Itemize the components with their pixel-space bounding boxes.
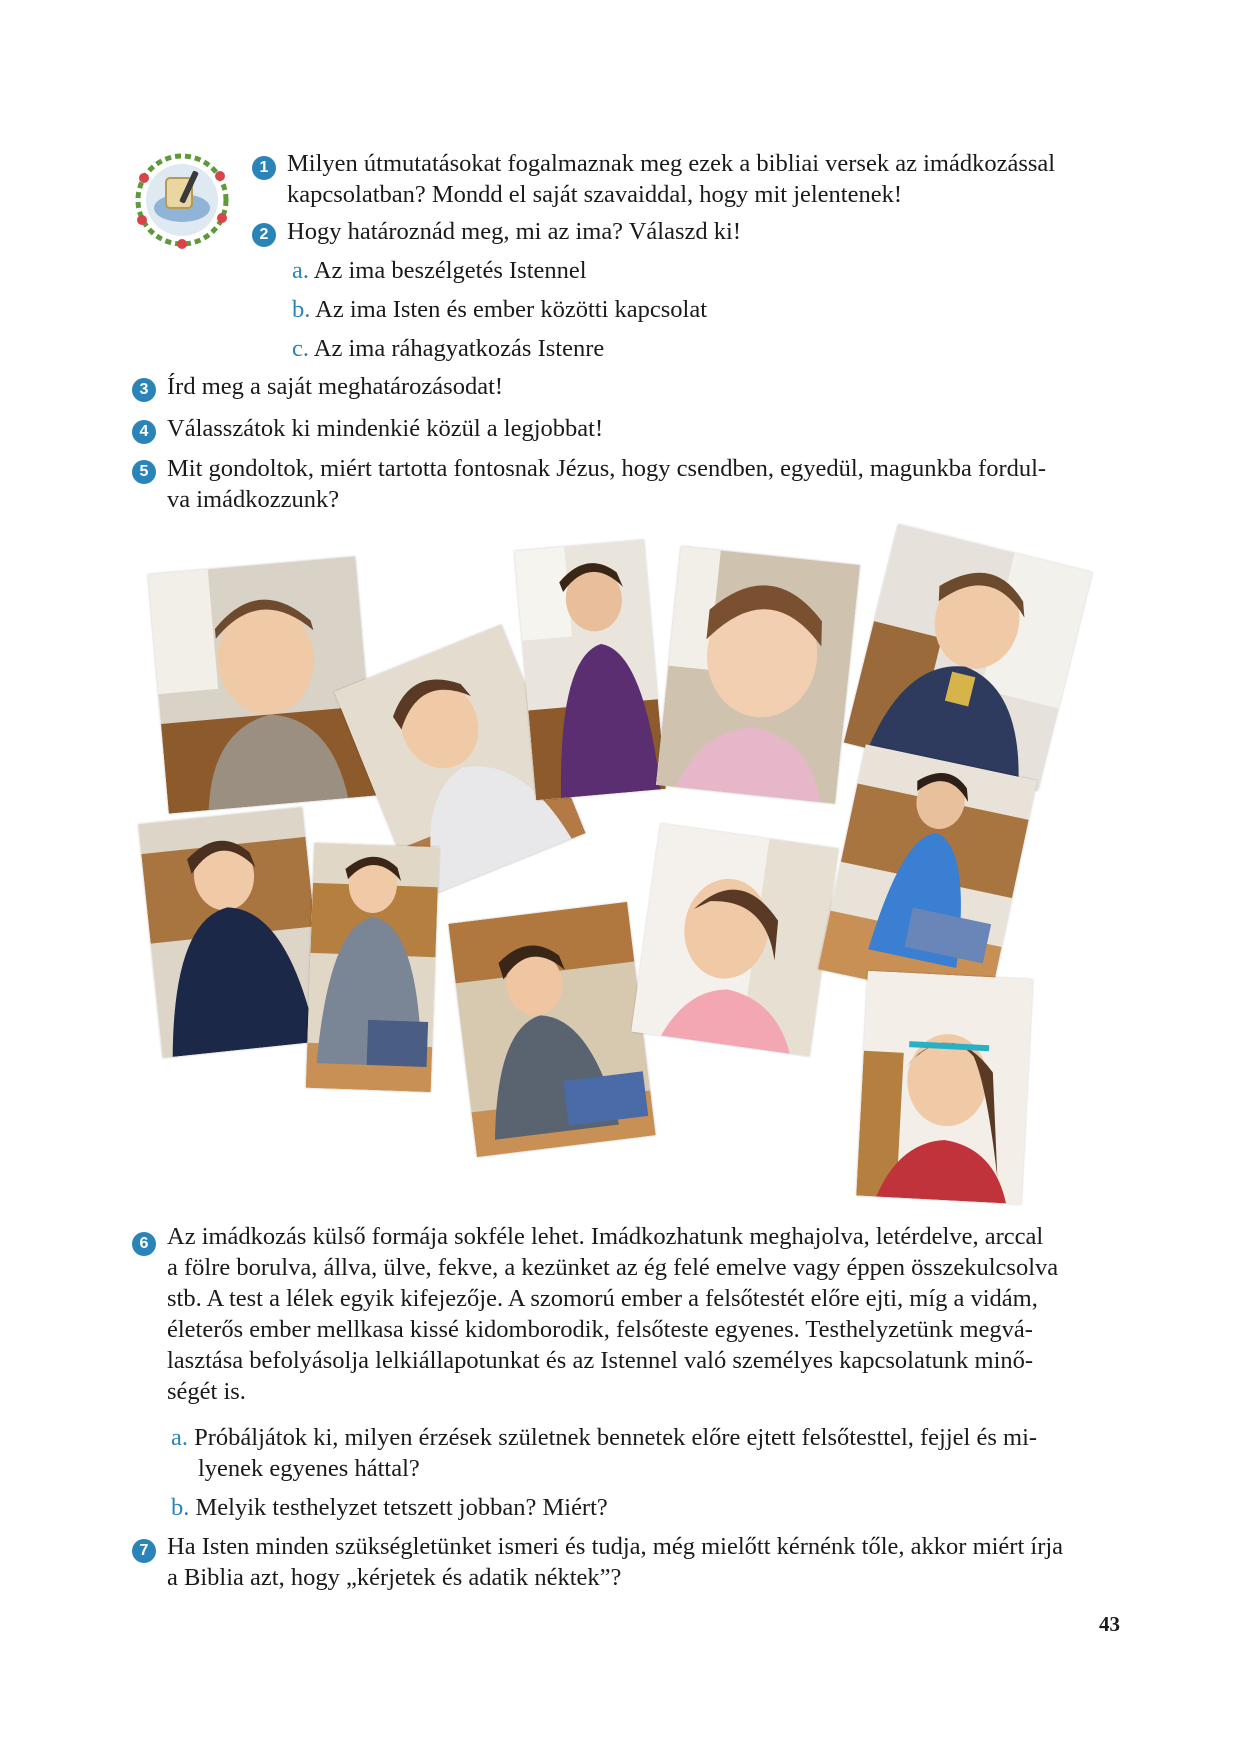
question-5-line-2: va imádkozzunk? — [167, 486, 340, 513]
option-letter: a. — [171, 1424, 188, 1451]
photo-girl-praying-9 — [631, 823, 838, 1056]
question-6-option-a — [171, 1422, 1120, 1453]
option-text: Melyik testhelyzet tetszett jobban? Miért? — [195, 1494, 608, 1521]
photo-girl-praying-6 — [138, 807, 327, 1058]
question-3-text: Írd meg a saját meghatározásodat! — [167, 373, 504, 400]
question-6-option-b — [171, 1492, 608, 1523]
question-number-2: 2 — [252, 223, 276, 247]
question-6-line: lasztása befolyásolja lelkiállapotunkat és az Istennel való személyes kapcsolatunk minő- — [167, 1347, 1034, 1374]
question-1-line-2: kapcsolatban? Mondd el saját szavaiddal, hogy mit jelentenek! — [287, 181, 903, 208]
option-letter: a. — [292, 257, 309, 284]
option-text: Az ima Isten és ember közötti kapcsolat — [315, 296, 708, 323]
question-1-line-1: Milyen útmutatásokat fogalmaznak meg ezek a bibliai versek az imádkozással — [287, 150, 1056, 177]
option-text: lyenek egyenes háttal? — [198, 1455, 420, 1482]
question-6-line: stb. A test a lélek egyik kifejezője. A szomorú ember a felsőtestét előre ejti, míg a vidám, — [167, 1285, 1038, 1312]
question-6-line: a fölre borulva, állva, ülve, fekve, a kezünket az ég felé emelve vagy éppen összekulcsolva — [167, 1254, 1059, 1281]
question-6-option-a-cont — [198, 1453, 420, 1484]
question-7-line-1: Ha Isten minden szükségletünket ismeri és tudja, még mielőtt kérnénk tőle, akkor miért írja — [167, 1533, 1064, 1560]
option-letter: b. — [171, 1494, 190, 1521]
option-letter: b. — [292, 296, 311, 323]
page-number: 43 — [1099, 1612, 1120, 1636]
question-6-line: Az imádkozás külső formája sokféle lehet. Imádkozhatunk meghajolva, letérdelve, arccal — [167, 1223, 1044, 1250]
question-7-line-2: a Biblia azt, hogy „kérjetek és adatik néktek”? — [167, 1564, 622, 1591]
photo-girl-praying-11 — [856, 971, 1033, 1204]
option-letter: c. — [292, 335, 309, 362]
question-number-4: 4 — [132, 420, 156, 444]
option-text: Az ima beszélgetés Istennel — [313, 257, 587, 284]
question-5-line-1: Mit gondoltok, miért tartotta fontosnak Jézus, hogy csendben, egyedül, magunkba fordul- — [167, 455, 1047, 482]
question-number-6: 6 — [132, 1232, 156, 1256]
question-6-line: ségét is. — [167, 1378, 246, 1405]
photo-girl-praying-3 — [514, 540, 665, 800]
photo-boy-praying-7 — [306, 843, 439, 1092]
question-6-line: életerős ember mellkasa kissé kidomborodik, felsőteste egyenes. Testhelyzetünk megvá- — [167, 1316, 1033, 1343]
question-4-text: Válasszátok ki mindenkié közül a legjobbat! — [167, 415, 604, 442]
question-2-text: Hogy határoznád meg, mi az ima? Válaszd ki! — [287, 218, 741, 245]
option-text: Próbáljátok ki, milyen érzések születnek bennetek előre ejtett felsőtesttel, fejjel és mi- — [194, 1424, 1038, 1451]
question-7 — [167, 1531, 1120, 1593]
photo-boy-praying-8 — [448, 902, 655, 1157]
question-6 — [167, 1221, 1120, 1407]
photo-girl-praying-4 — [656, 546, 860, 804]
question-number-5: 5 — [132, 460, 156, 484]
question-number-3: 3 — [132, 378, 156, 402]
question-number-1: 1 — [252, 156, 276, 180]
photo-boy-praying-10 — [818, 744, 1037, 1005]
option-text: Az ima ráhagyatkozás Istenre — [313, 335, 605, 362]
photo-boy-praying-1 — [148, 556, 376, 813]
question-number-7: 7 — [132, 1539, 156, 1563]
